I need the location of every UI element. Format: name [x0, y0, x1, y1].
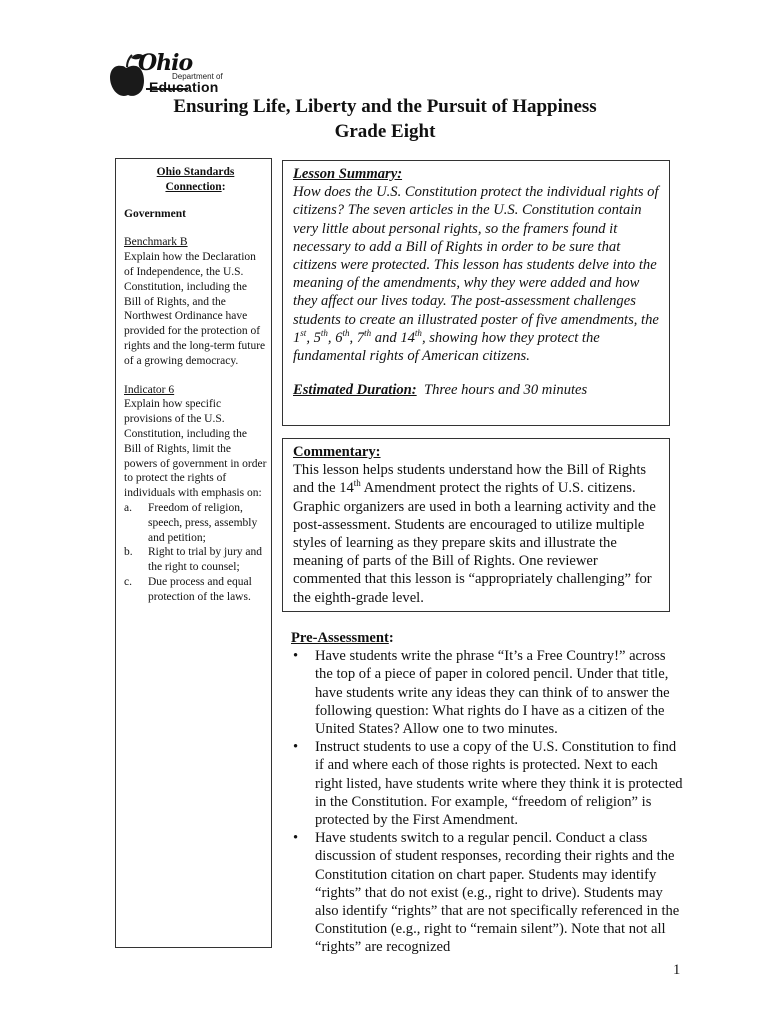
- list-item-text: Freedom of religion, speech, press, assembly and petition;: [148, 501, 258, 544]
- duration-label: Estimated Duration:: [293, 382, 417, 399]
- estimated-duration: [293, 381, 661, 399]
- list-item: [291, 829, 683, 956]
- bullet: •: [293, 648, 299, 665]
- page-number: 1: [673, 962, 681, 978]
- logo-department-text: Department of: [172, 72, 223, 81]
- standards-heading-colon: :: [221, 180, 226, 193]
- lesson-summary-box: [282, 160, 670, 426]
- list-item: [291, 647, 683, 738]
- commentary-box: [282, 438, 670, 612]
- lesson-summary-text: How does the U.S. Constitution protect the individual rights of citizens? The seven articles in the U.S. Constitution contain very little about personal rights, so the framers found it necessary to add a Bill of Rights in order to be sure that citizens were protected. This lesson has students delve into the meaning of the amendments, why they were added and how they affect our lives today. The post-assessment challenges students to create an illustrated poster of five amendments, the 1st, 5th, 6th, 7th and 14th, showing how they protect the fundamental rights of American citizens.: [293, 184, 659, 365]
- bullet: •: [293, 830, 299, 847]
- list-item-text: Have students switch to a regular pencil. Conduct a class discussion of student responses, recording their rights and the Constitution citation on chart paper. Students may identify “rights” that do not exist (e.g., right to drive). Students may also identify “rights” that are not specifically referenced in the Constitution (e.g., right to “remain silent”). Note that not all “rights” are recognized: [315, 830, 680, 956]
- list-item-text: Have students write the phrase “It’s a Free Country!” across the top of a piece of paper in colored pencil. Under that title, have students write any ideas they can think of to answer the following question: What rights do I have as a citizen of the United States? Allow one to two minutes.: [315, 648, 670, 738]
- indicator-text: Explain how specific provisions of the U.S. Constitution, including the Bill of Rights, limit the powers of government in order to protect the rights of individuals with emphasis on:: [124, 398, 267, 500]
- list-item: [124, 501, 267, 545]
- list-item-text: Right to trial by jury and the right to counsel;: [148, 546, 263, 574]
- document-title: Ensuring Life, Liberty and the Pursuit of Happiness: [173, 96, 597, 117]
- standards-connection-box: [115, 158, 272, 948]
- benchmark-text: Explain how the Declaration of Independence, the U.S. Constitution, including the Bill of Rights, and the Northwest Ordinance have provided for the protection of rights and the long-term future of a growing democracy.: [124, 251, 266, 367]
- indicator-block: [124, 383, 267, 605]
- list-item: [291, 738, 683, 829]
- logo-education-text: Education: [149, 79, 219, 95]
- pre-assessment-list: [291, 647, 683, 956]
- pre-assessment-heading: Pre-Assessment:: [291, 630, 394, 646]
- list-item-letter: b.: [124, 546, 133, 559]
- standards-heading-line1: Ohio Standards: [156, 166, 235, 178]
- document-subtitle: Grade Eight: [334, 121, 436, 142]
- emphasis-list: [124, 501, 267, 605]
- pre-assessment-section: [291, 629, 683, 957]
- list-item-letter: c.: [124, 575, 132, 588]
- bullet: •: [293, 739, 299, 756]
- benchmark-block: [124, 235, 267, 368]
- commentary-text: This lesson helps students understand how the Bill of Rights and the 14th Amendment protect the rights of U.S. citizens. Graphic organizers are used in both a learning activity and the post-assessment. Students are encouraged to utilize multiple styles of learning as they prepare skits and illustrate the meaning of parts of the Bill of Rights. One reviewer commented that this lesson is “appropriately challenging” for the eighth-grade level.: [293, 462, 656, 606]
- list-item: [124, 575, 267, 605]
- list-item-text: Instruct students to use a copy of the U.S. Constitution to find if and where each of those rights is protected. Next to each right listed, have students write where they think it is protected in the Constitution. For example, “freedom of religion” is protected by the First Amendment.: [315, 739, 683, 829]
- standards-heading-line2: Connection: [165, 180, 222, 193]
- standards-subject: Government: [124, 207, 186, 220]
- list-item: [124, 545, 267, 575]
- list-item-text: Due process and equal protection of the laws.: [148, 575, 252, 603]
- logo-wordmark: Ohio: [138, 50, 193, 76]
- lesson-summary-heading: Lesson Summary:: [293, 166, 403, 182]
- list-item-letter: a.: [124, 501, 132, 514]
- indicator-label: Indicator 6: [124, 383, 175, 396]
- commentary-heading: Commentary:: [293, 444, 381, 460]
- duration-value: Three hours and 30 minutes: [423, 382, 588, 399]
- standards-heading: [124, 165, 267, 195]
- benchmark-label: Benchmark B: [124, 236, 188, 249]
